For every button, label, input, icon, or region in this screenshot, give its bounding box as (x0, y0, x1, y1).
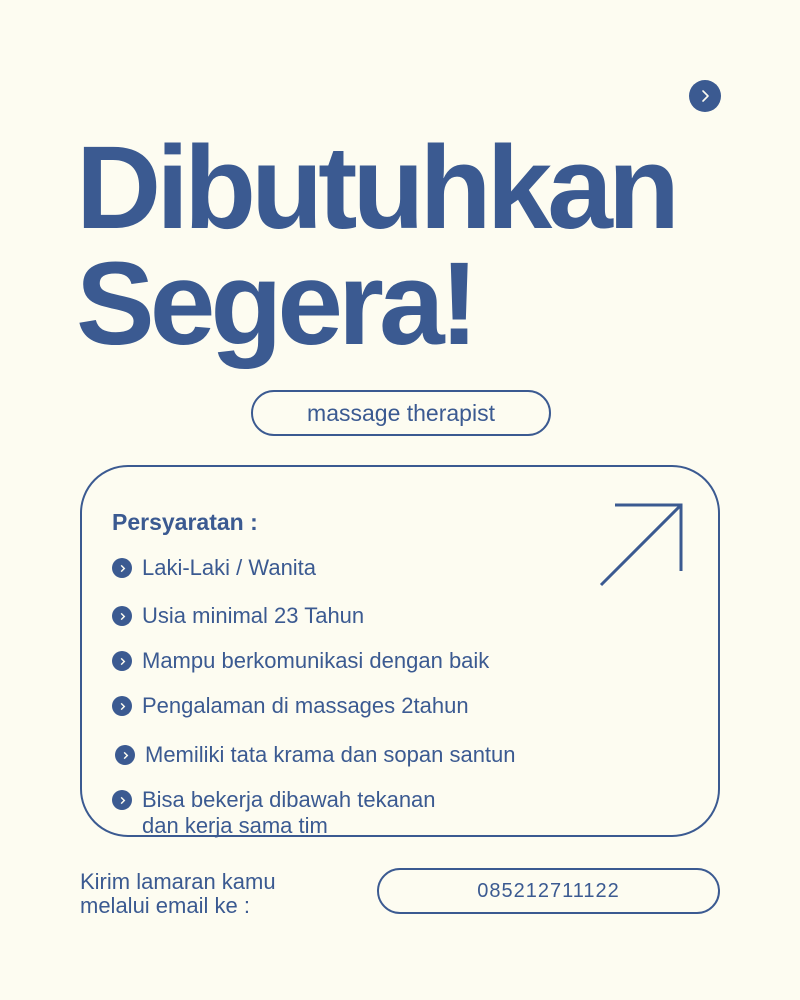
requirement-item (115, 742, 516, 768)
headline (76, 122, 675, 370)
requirement-text: Mampu berkomunikasi dengan baik (142, 648, 490, 673)
requirement-text: Memiliki tata krama dan sopan santun (145, 742, 516, 767)
job-title-pill: massage therapist (251, 390, 551, 436)
contact-line-1: Kirim lamaran kamu (80, 869, 276, 894)
chevron-right-icon (112, 790, 132, 810)
chevron-right-icon (112, 651, 132, 671)
requirement-item (112, 693, 469, 719)
requirements-box (80, 465, 720, 837)
requirement-text: Laki-Laki / Wanita (142, 555, 317, 580)
contact-phone-pill: 085212711122 (377, 868, 720, 914)
requirement-text-continued: dan kerja sama tim (142, 813, 328, 838)
chevron-right-icon (112, 606, 132, 626)
headline-line-2: Segera! (76, 238, 474, 370)
requirement-text: Usia minimal 23 Tahun (142, 603, 365, 628)
contact-instructions (80, 870, 340, 918)
requirement-text-block (142, 787, 436, 839)
requirement-item (112, 648, 489, 674)
arrow-up-right-icon (597, 499, 687, 589)
requirement-text: Bisa bekerja dibawah tekanan (142, 787, 436, 812)
chevron-right-icon (115, 745, 135, 765)
requirement-item (112, 603, 364, 629)
chevron-right-icon (689, 80, 721, 112)
requirement-item (112, 787, 436, 839)
requirement-text: Pengalaman di massages 2tahun (142, 693, 469, 718)
requirement-item (112, 555, 316, 581)
contact-line-2: melalui email ke : (80, 893, 250, 918)
requirements-title: Persyaratan : (112, 509, 258, 535)
chevron-right-icon (112, 558, 132, 578)
headline-line-1: Dibutuhkan (76, 122, 675, 254)
chevron-right-icon (112, 696, 132, 716)
